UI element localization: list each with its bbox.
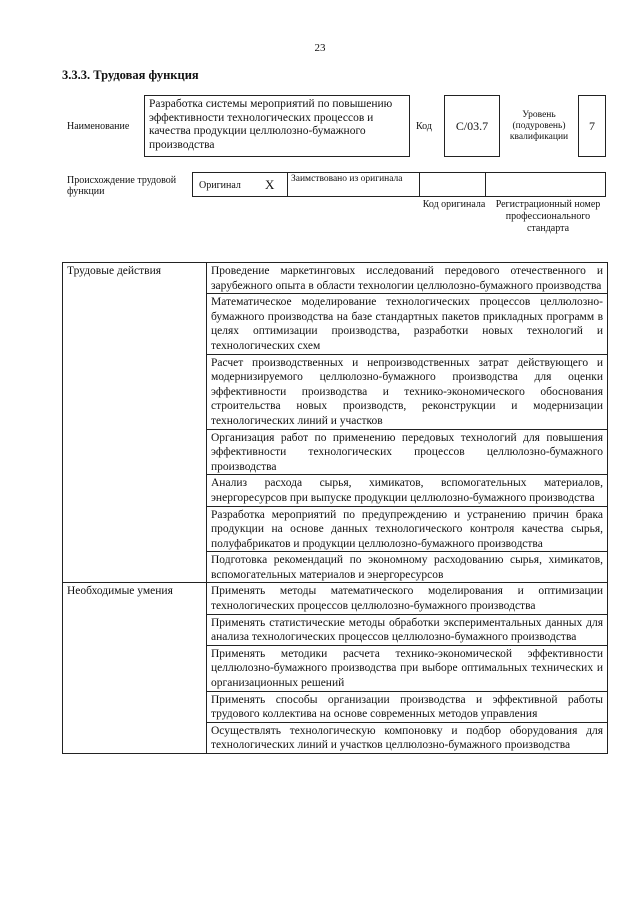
labor-action-item: Разработка мероприятий по предупреждению и устранению причин брака продукции на основе данных технологического контроля качества сырья, полуфабрикатов и продукции целлюлозно-бумажного производства bbox=[207, 506, 608, 552]
origin-code-cell bbox=[420, 173, 486, 196]
origin-reg-cell bbox=[486, 173, 605, 196]
labor-action-item: Организация работ по применению передовых технологий для повышения эффективности технологических процессов целлюлозно-бумажного производства bbox=[207, 429, 608, 475]
skills-label: Необходимые умения bbox=[63, 583, 207, 754]
origin-original-cell bbox=[193, 173, 288, 196]
name-label: Наименование bbox=[67, 121, 130, 132]
origin-original-label: Оригинал bbox=[199, 180, 241, 191]
origin-reg-caption: Регистрационный номер профессионального стандарта bbox=[495, 199, 601, 234]
function-table bbox=[62, 262, 608, 754]
skill-item: Осуществлять технологическую компоновку и подбор оборудования для технологических линий и участков целлюлозно-бумажного производства bbox=[207, 722, 608, 753]
skill-item: Применять способы организации производства и эффективной работы трудового коллектива на основе современных методов управления bbox=[207, 691, 608, 722]
skill-item: Применять статистические методы обработки экспериментальных данных для анализа технологических процессов целлюлозно-бумажного производства bbox=[207, 614, 608, 645]
table-row bbox=[63, 583, 608, 614]
origin-code-caption: Код оригинала bbox=[422, 199, 486, 210]
origin-mark: X bbox=[265, 177, 275, 192]
origin-label: Происхождение трудовой функции bbox=[67, 175, 177, 197]
labor-actions-label: Трудовые действия bbox=[63, 263, 207, 583]
code-value: C/03.7 bbox=[444, 95, 500, 157]
labor-action-item: Расчет производственных и непроизводственных затрат действующего и модернизируемого целлюлозно-бумажного производства для оценки эффективности производства и технико-экономического обоснования строительства новых производств, реконструкции и модернизации технологических линий и участков bbox=[207, 354, 608, 429]
labor-action-item: Анализ расхода сырья, химикатов, вспомогательных материалов, энергоресурсов при выпуске продукции целлюлозно-бумажного производства bbox=[207, 475, 608, 506]
function-name-value: Разработка системы мероприятий по повышению эффективности технологических процессов и качества продукции целлюлозно-бумажного производства bbox=[144, 95, 410, 157]
labor-action-item: Проведение маркетинговых исследований передового отечественного и зарубежного опыта в области технологии целлюлозно-бумажного производства bbox=[207, 263, 608, 294]
skill-item: Применять методики расчета технико-экономической эффективности целлюлозно-бумажного производства при выборе оптимальных технических и организационных решений bbox=[207, 645, 608, 691]
page-number: 23 bbox=[314, 42, 326, 54]
qualification-level-label: Уровень (подуровень) квалификации bbox=[509, 110, 569, 142]
labor-action-item: Математическое моделирование технологических процессов целлюлозно-бумажного производства на базе стандартных пакетов прикладных программ в целях оптимизации производства, разработки новых технологий и технологических схем bbox=[207, 294, 608, 354]
table-row bbox=[63, 263, 608, 294]
skill-item: Применять методы математического моделирования и оптимизации технологических процессов целлюлозно-бумажного производства bbox=[207, 583, 608, 614]
origin-row bbox=[192, 172, 606, 197]
section-title: 3.3.3. Трудовая функция bbox=[62, 68, 199, 82]
origin-borrowed-label: Заимствовано из оригинала bbox=[288, 173, 420, 196]
labor-action-item: Подготовка рекомендаций по экономному расходованию сырья, химикатов, вспомогательных материалов и энергоресурсов bbox=[207, 552, 608, 583]
qualification-level-value: 7 bbox=[578, 95, 606, 157]
code-label: Код bbox=[416, 121, 432, 132]
